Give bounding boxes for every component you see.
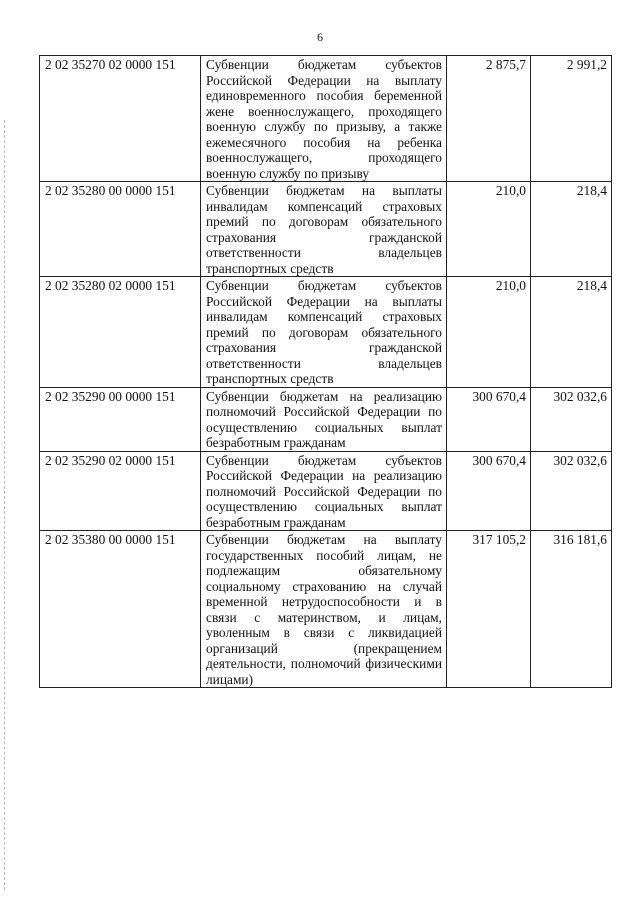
amount-year-1: 317 105,2 — [447, 531, 531, 688]
amount-year-2: 218,4 — [531, 277, 612, 388]
budget-code: 2 02 35290 00 0000 151 — [40, 387, 201, 451]
amount-year-2: 302 032,6 — [531, 387, 612, 451]
amount-year-2: 316 181,6 — [531, 531, 612, 688]
amount-year-1: 210,0 — [447, 182, 531, 277]
item-description: Субвенции бюджетам субъектов Российской Федерации на реализацию полномочий Российской Федерации по осуществлению социальных выплат безработным гражданам — [201, 451, 447, 531]
amount-year-1: 210,0 — [447, 277, 531, 388]
item-description: Субвенции бюджетам на выплаты инвалидам компенсаций страховых премий по договорам обязательного страхования гражданской ответственности владельцев транспортных средств — [201, 182, 447, 277]
budget-code: 2 02 35280 02 0000 151 — [40, 277, 201, 388]
amount-year-2: 218,4 — [531, 182, 612, 277]
amount-year-1: 2 875,7 — [447, 56, 531, 182]
amount-year-2: 2 991,2 — [531, 56, 612, 182]
budget-code: 2 02 35290 02 0000 151 — [40, 451, 201, 531]
table-row — [40, 277, 612, 388]
item-description: Субвенции бюджетам на реализацию полномочий Российской Федерации по осуществлению социальных выплат безработным гражданам — [201, 387, 447, 451]
item-description: Субвенции бюджетам субъектов Российской Федерации на выплату единовременного пособия беременной жене военнослужащего, проходящего военную службу по призыву, а также ежемесячного пособия на ребенка военнослужащего, проходящего военную службу по призыву — [201, 56, 447, 182]
table-row — [40, 56, 612, 182]
budget-code: 2 02 35270 02 0000 151 — [40, 56, 201, 182]
table-row — [40, 182, 612, 277]
amount-year-1: 300 670,4 — [447, 387, 531, 451]
item-description: Субвенции бюджетам на выплату государственных пособий лицам, не подлежащим обязательному социальному страхованию на случай временной нетрудоспособности и в связи с материнством, и лицам, уволенным в связи с ликвидацией организаций (прекращением деятельности, полномочий физическими лицами) — [201, 531, 447, 688]
page-number: 6 — [317, 30, 323, 44]
table-row — [40, 451, 612, 531]
budget-table — [39, 55, 612, 688]
scan-margin-line — [4, 120, 6, 890]
budget-code: 2 02 35380 00 0000 151 — [40, 531, 201, 688]
amount-year-1: 300 670,4 — [447, 451, 531, 531]
table-row — [40, 531, 612, 688]
budget-code: 2 02 35280 00 0000 151 — [40, 182, 201, 277]
amount-year-2: 302 032,6 — [531, 451, 612, 531]
table-row — [40, 387, 612, 451]
item-description: Субвенции бюджетам субъектов Российской Федерации на выплаты инвалидам компенсаций страховых премий по договорам обязательного страхования гражданской ответственности владельцев транспортных средств — [201, 277, 447, 388]
